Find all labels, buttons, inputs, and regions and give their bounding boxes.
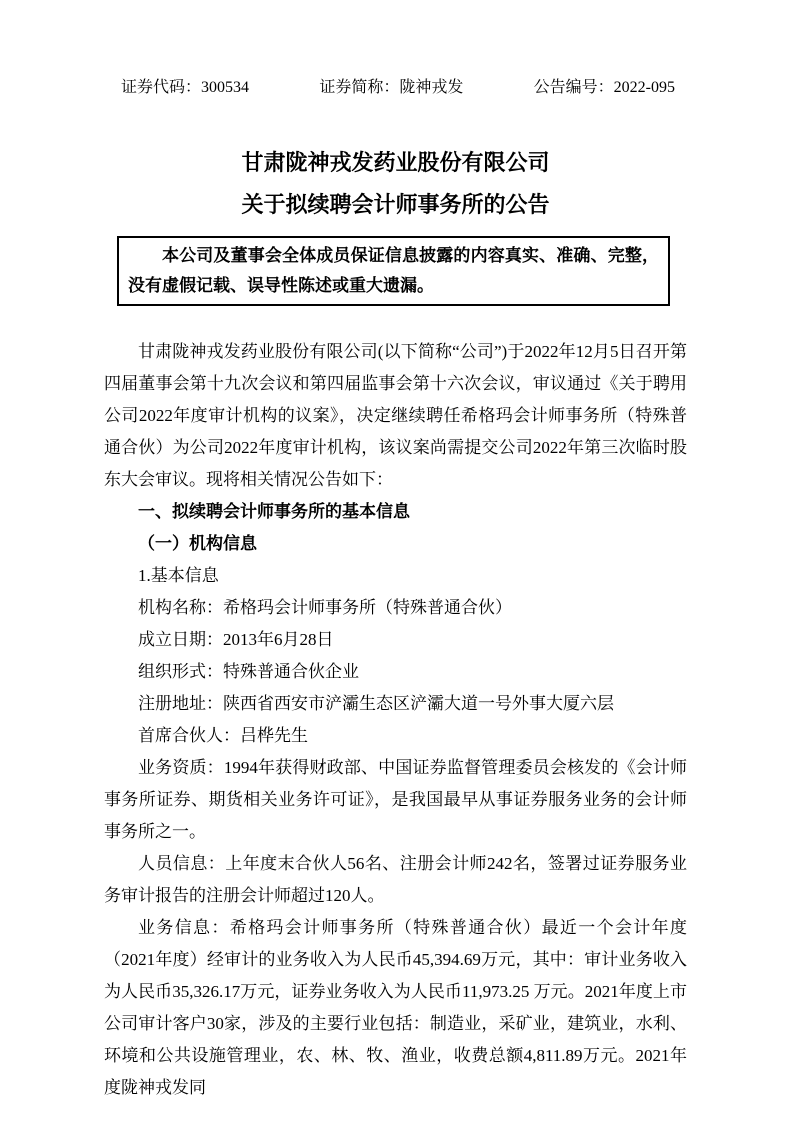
stock-code: 证券代码：300534 — [121, 79, 250, 96]
info-line-founded-date: 成立日期：2013年6月28日 — [138, 630, 334, 649]
document-header — [104, 78, 687, 98]
paragraph-personnel: 人员信息：上年度末合伙人56名、注册会计师242名，签署过证券服务业务审计报告的注册会计师超过120人。 — [104, 854, 687, 905]
document-body — [104, 336, 687, 1104]
subsection-heading-1: （一）机构信息 — [138, 534, 257, 553]
stock-abbr: 证券简称：陇神戎发 — [319, 79, 464, 96]
disclaimer-box — [117, 236, 670, 306]
document-title — [104, 142, 687, 226]
info-line-chief-partner: 首席合伙人：吕桦先生 — [138, 726, 308, 745]
info-line-org-name: 机构名称：希格玛会计师事务所（特殊普通合伙） — [138, 598, 512, 617]
section-heading-1: 一、拟续聘会计师事务所的基本信息 — [138, 502, 410, 521]
paragraph-qualification: 业务资质：1994年获得财政部、中国证券监督管理委员会核发的《会计师事务所证券、期货相关业务许可证》，是我国最早从事证券服务业务的会计师事务所之一。 — [104, 758, 687, 841]
announcement-number: 公告编号：2022-095 — [533, 79, 675, 96]
title-line-subject: 关于拟续聘会计师事务所的公告 — [241, 192, 550, 217]
title-line-company: 甘肃陇神戎发药业股份有限公司 — [241, 150, 550, 175]
info-line-registered-address: 注册地址：陕西省西安市浐灞生态区浐灞大道一号外事大厦六层 — [138, 694, 614, 713]
paragraph-business: 业务信息：希格玛会计师事务所（特殊普通合伙）最近一个会计年度（2021年度）经审计的业务收入为人民币45,394.69万元，其中：审计业务收入为人民币35,326.17万元，证券业务收入为人民币11,973.25 万元。2021年度上市公司审计客户30家，涉及的主要行业包括：制造业，采矿业，建筑业，水利、环境和公共设施管理业，农、林、牧、渔业，收费总额4,811.89万元。2021年度陇神戎发同 — [104, 918, 687, 1097]
intro-paragraph: 甘肃陇神戎发药业股份有限公司(以下简称“公司”)于2022年12月5日召开第四届董事会第十九次会议和第四届监事会第十六次会议，审议通过《关于聘用公司2022年度审计机构的议案》，决定继续聘任希格玛会计师事务所（特殊普通合伙）为公司2022年度审计机构，该议案尚需提交公司2022年第三次临时股东大会审议。现将相关情况公告如下： — [104, 342, 687, 489]
info-line-org-form: 组织形式：特殊普通合伙企业 — [138, 662, 359, 681]
item-basic-info: 1.基本信息 — [138, 566, 219, 585]
disclaimer-text: 本公司及董事会全体成员保证信息披露的内容真实、准确、完整，没有虚假记载、误导性陈述或重大遗漏。 — [128, 246, 659, 295]
